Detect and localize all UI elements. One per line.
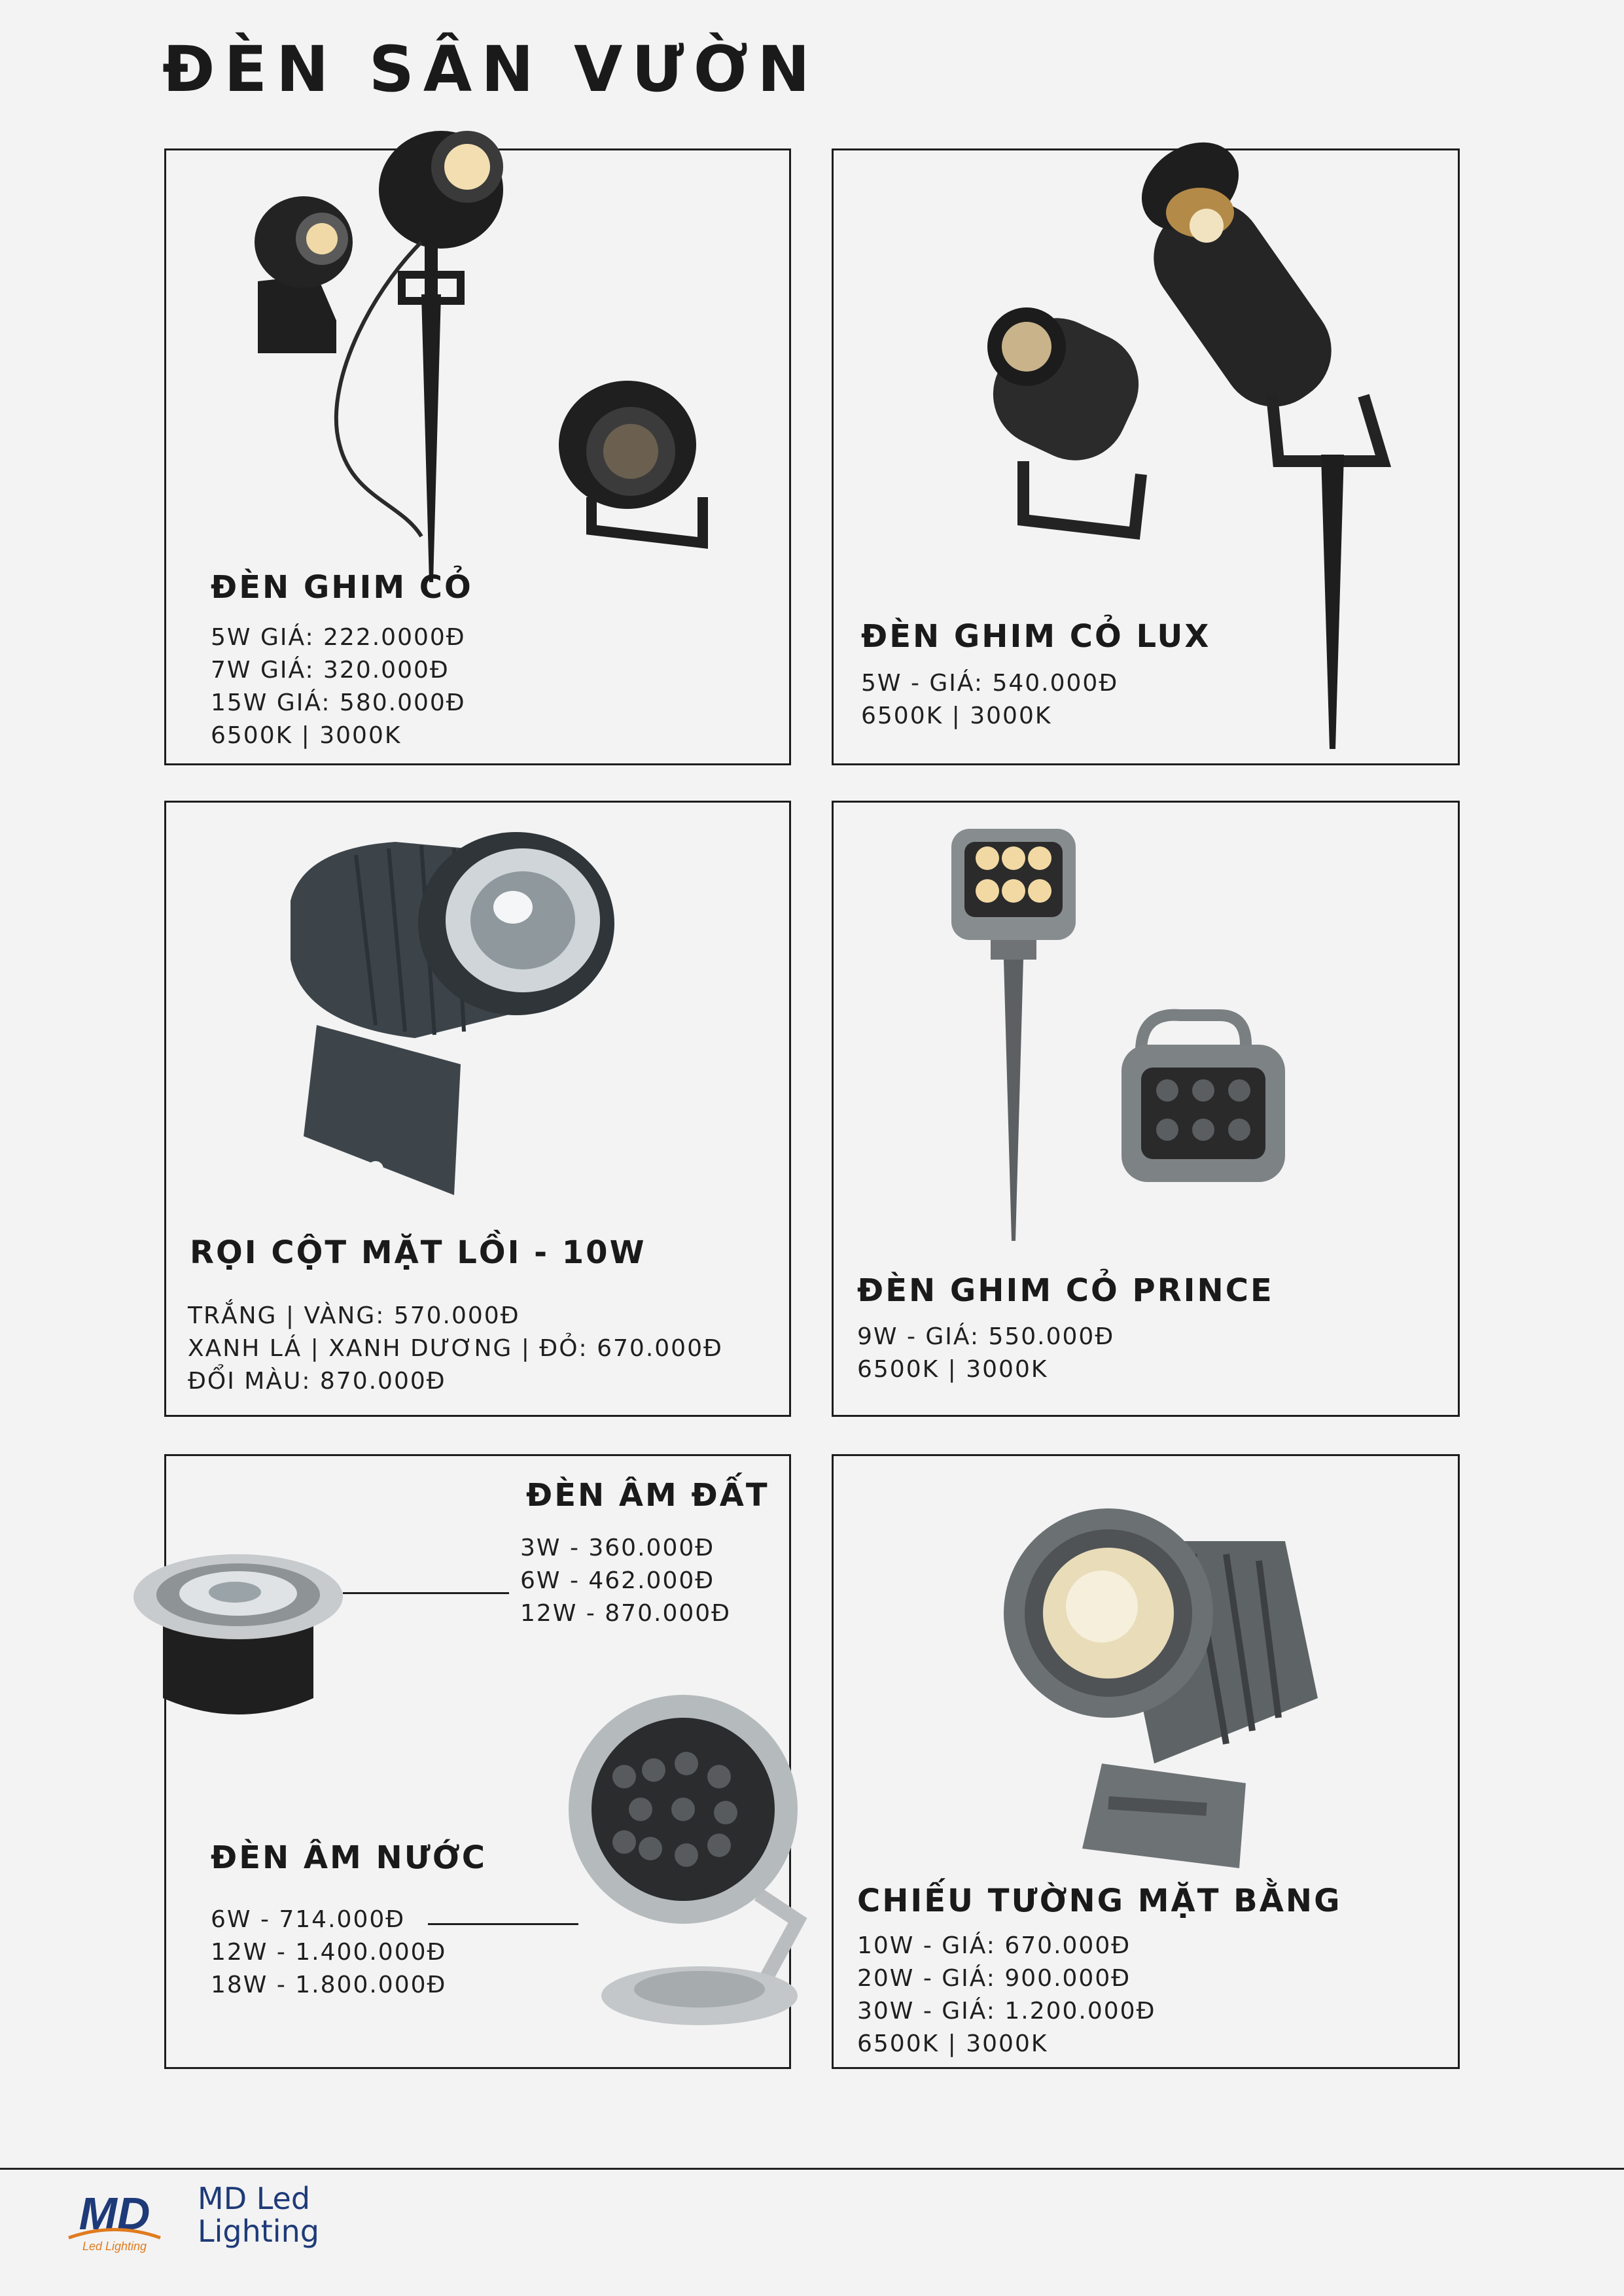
footer-divider xyxy=(0,2168,1624,2170)
connector-line xyxy=(343,1592,509,1594)
spec-line: 30W - GIÁ: 1.200.000Đ xyxy=(857,1998,1156,2025)
spike-spotlight-icon xyxy=(205,78,729,602)
spec-line: 12W - 870.000Đ xyxy=(520,1600,732,1627)
spec-line: TRẮNG | VÀNG: 570.000Đ xyxy=(188,1302,520,1329)
inground-light-icon xyxy=(127,1535,349,1744)
product-card-den-am[interactable] xyxy=(164,1454,791,2069)
product-specs xyxy=(857,1930,1156,2061)
product-title: ĐÈN ÂM ĐẤT xyxy=(526,1477,769,1514)
spec-line: 18W - 1.800.000Đ xyxy=(211,1972,447,1998)
spec-line: 6500K | 3000K xyxy=(211,722,402,749)
product-card-den-ghim-co[interactable] xyxy=(164,148,791,765)
product-title: ĐÈN GHIM CỎ PRINCE xyxy=(857,1272,1274,1309)
product-specs xyxy=(188,1300,723,1398)
spec-line: 9W - GIÁ: 550.000Đ xyxy=(857,1323,1115,1350)
product-card-chieu-tuong-mat-bang[interactable] xyxy=(832,1454,1460,2069)
spec-line: 5W GIÁ: 222.0000Đ xyxy=(211,624,466,651)
product-specs xyxy=(211,621,466,752)
product-card-den-ghim-co-prince[interactable] xyxy=(832,801,1460,1417)
spec-line: 3W - 360.000Đ xyxy=(520,1535,715,1561)
md-led-logo-icon xyxy=(62,2182,167,2254)
spec-line: XANH LÁ | XANH DƯƠNG | ĐỎ: 670.000Đ xyxy=(188,1335,723,1362)
product-title: ĐÈN GHIM CỎ LUX xyxy=(861,618,1211,655)
product-title: ĐÈN ÂM NƯỚC xyxy=(211,1839,487,1876)
logo-sub: Led Lighting xyxy=(82,2240,147,2253)
logo-mark: MD xyxy=(79,2188,150,2239)
connector-line xyxy=(428,1923,578,1925)
product-card-den-ghim-co-lux[interactable] xyxy=(832,148,1460,765)
spec-line: 12W - 1.400.000Đ xyxy=(211,1939,447,1966)
spec-line: 6500K | 3000K xyxy=(857,1356,1048,1383)
spec-line: 6500K | 3000K xyxy=(857,2030,1048,2057)
spec-line: 10W - GIÁ: 670.000Đ xyxy=(857,1932,1131,1959)
product-specs xyxy=(520,1532,731,1630)
spec-line: 7W GIÁ: 320.000Đ xyxy=(211,657,450,684)
underwater-light-icon xyxy=(562,1685,824,2038)
product-specs xyxy=(211,1904,446,2002)
product-title: RỌI CỘT MẶT LỒI - 10W xyxy=(190,1234,646,1271)
brand-name xyxy=(198,2182,319,2248)
product-card-roi-cot-mat-loi[interactable] xyxy=(164,801,791,1417)
flat-wall-washer-icon xyxy=(1010,1502,1337,1868)
product-specs xyxy=(861,667,1118,733)
page-title: ĐÈN SÂN VƯỜN xyxy=(162,33,819,106)
brand-line-1: MD Led xyxy=(198,2181,311,2216)
spec-line: ĐỔI MÀU: 870.000Đ xyxy=(188,1368,446,1395)
spec-line: 20W - GIÁ: 900.000Đ xyxy=(857,1965,1131,1992)
convex-lens-spotlight-icon xyxy=(264,829,670,1195)
prince-spike-light-icon xyxy=(938,829,1305,1247)
product-title: CHIẾU TƯỜNG MẶT BẰNG xyxy=(857,1883,1342,1919)
product-title: ĐÈN GHIM CỎ xyxy=(211,569,473,606)
spec-line: 15W GIÁ: 580.000Đ xyxy=(211,689,466,716)
spec-line: 5W - GIÁ: 540.000Đ xyxy=(861,670,1119,697)
spec-line: 6500K | 3000K xyxy=(861,703,1052,729)
spec-line: 6W - 462.000Đ xyxy=(520,1567,715,1594)
spec-line: 6W - 714.000Đ xyxy=(211,1906,406,1933)
brand-line-2: Lighting xyxy=(198,2214,319,2249)
product-specs xyxy=(857,1321,1114,1386)
